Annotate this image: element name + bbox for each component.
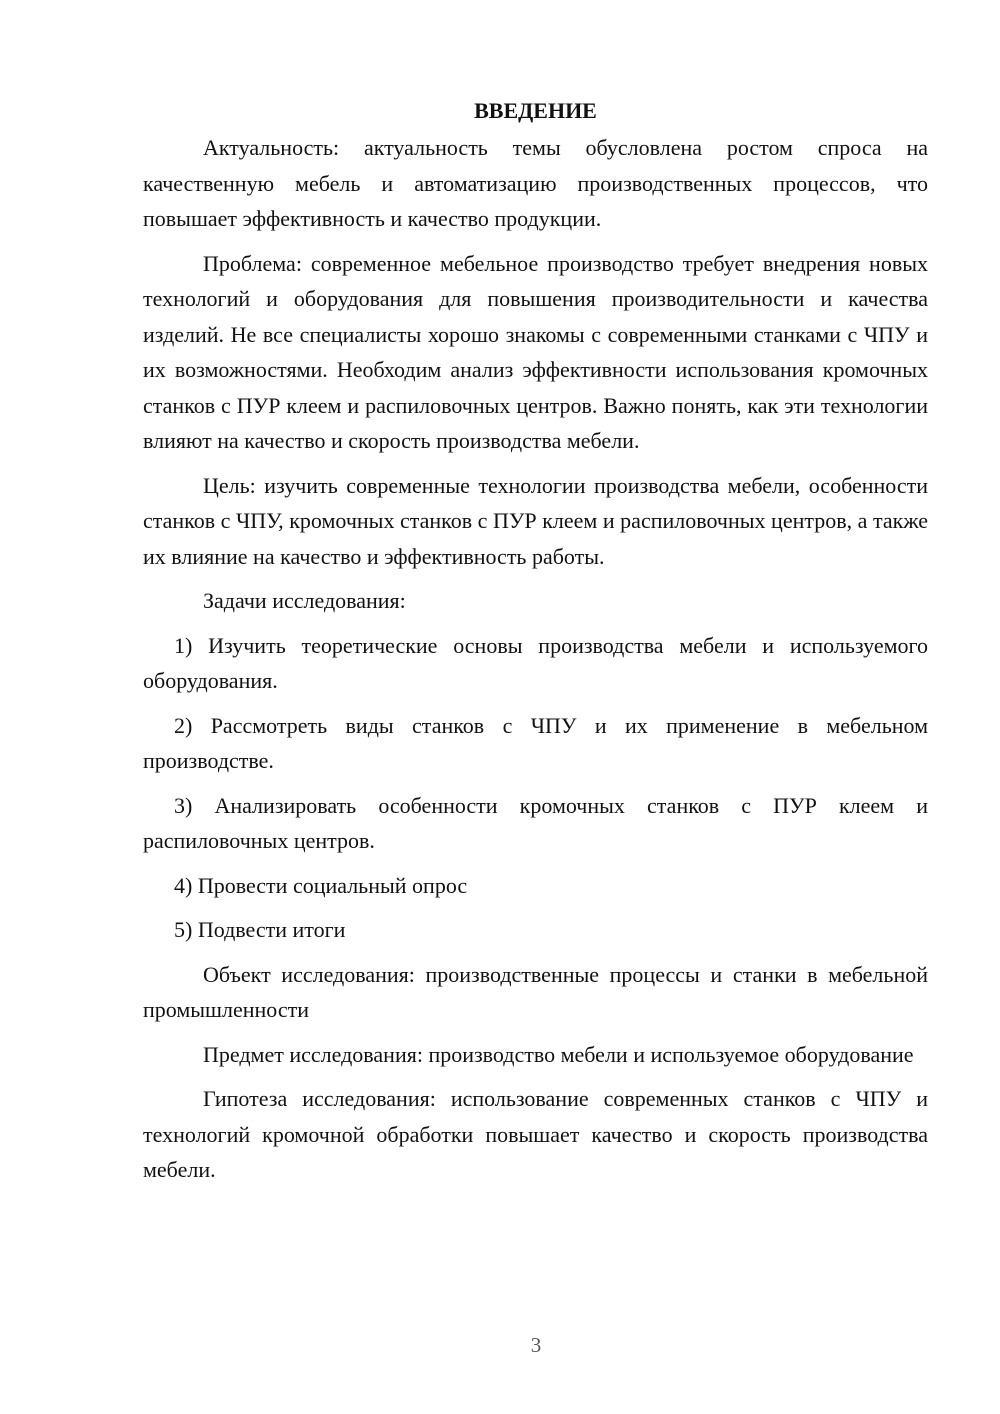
task-item-5: 5) Подвести итоги	[174, 917, 346, 942]
hypothesis-paragraph: Гипотеза исследования: использование современных станков с ЧПУ и технологий кромочной обработки повышает качество и скорость производства мебели.	[143, 1086, 928, 1182]
goal-paragraph: Цель: изучить современные технологии производства мебели, особенности станков с ЧПУ, кромочных станков с ПУР клеем и распиловочных центров, а также их влияние на качество и эффективность работы.	[143, 472, 928, 569]
tasks-heading: Задачи исследования:	[203, 588, 406, 613]
subject-paragraph: Предмет исследования: производство мебели и используемое оборудование	[203, 1041, 914, 1067]
object-paragraph: Объект исследования: производственные процессы и станки в мебельной промышленности	[143, 961, 928, 1022]
page-number: 3	[530, 1333, 542, 1357]
page-title: ВВЕДЕНИЕ	[474, 98, 597, 123]
task-item-4: 4) Провести социальный опрос	[174, 872, 468, 898]
problem-paragraph: Проблема: современное мебельное производство требует внедрения новых технологий и оборудования для повышения производительности и качества изделий. Не все специалисты хорошо знакомы с современными станками с ЧПУ и их возможностями. Необходим анализ эффективности использования кромочных станков с ПУР клеем и распиловочных центров. Важно понять, как эти технологии влияют на качество и скорость производства мебели.	[143, 250, 928, 453]
document-page	[143, 93, 928, 1197]
task-item-2: 2) Рассмотреть виды станков с ЧПУ и их применение в мебельном производстве.	[143, 712, 928, 773]
relevance-paragraph: Актуальность: актуальность темы обусловлена ростом спроса на качественную мебель и автоматизацию производственных процессов, что повышает эффективность и качество продукции.	[143, 135, 928, 231]
task-item-1: 1) Изучить теоретические основы производства мебели и используемого оборудования.	[143, 632, 928, 693]
task-item-3: 3) Анализировать особенности кромочных станков с ПУР клеем и распиловочных центров.	[143, 792, 928, 853]
